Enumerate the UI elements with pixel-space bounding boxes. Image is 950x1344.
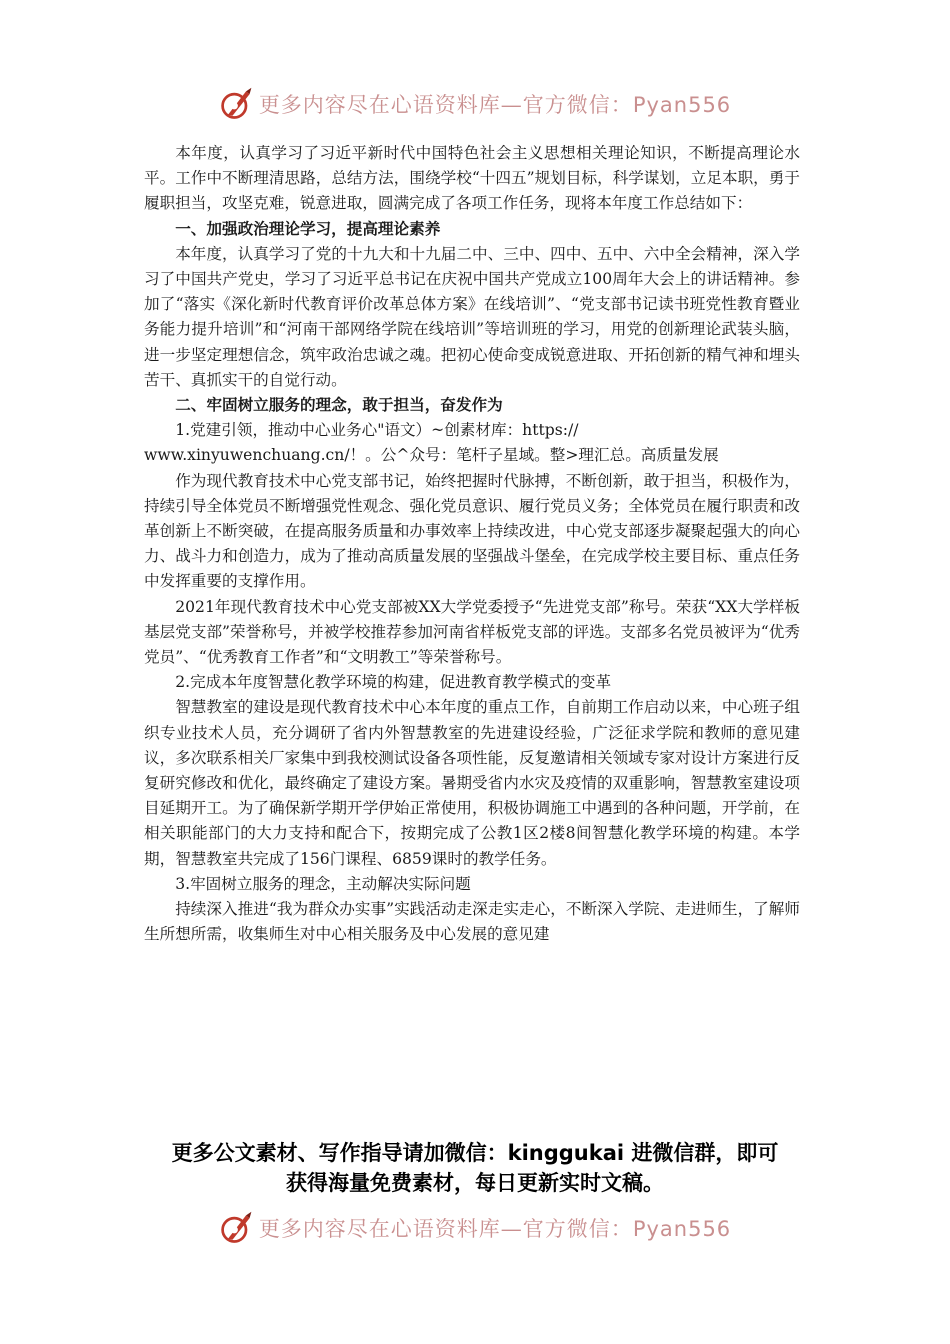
promo-line-2: 获得海量免费素材，每日更新实时文稿。 — [286, 1171, 664, 1195]
quill-pen-logo-icon — [219, 86, 255, 122]
intro-paragraph: 本年度，认真学习了习近平新时代中国特色社会主义思想相关理论知识，不断提高理论水平。工作中不断理清思路，总结方法，围绕学校“十四五”规划目标，科学谋划，立足本职，勇于履职担当，攻坚克难，锐意进取，圆满完成了各项工作任务，现将本年度工作总结如下： — [144, 144, 800, 213]
subheading-smart-teaching: 2.完成本年度智慧化教学环境的构建，促进教育教学模式的变革 — [175, 673, 612, 692]
subheading-service: 3.牢固树立服务的理念，主动解决实际问题 — [175, 874, 471, 893]
paragraph-url-line: www.xinyuwenchuang.cn/！。公^众号：笔杆子星域。整>理汇总。高质量发展 — [144, 446, 719, 465]
header-banner-account: Pyan556 — [632, 93, 732, 117]
paragraph-smart-classroom: 智慧教室的建设是现代教育技术中心本年度的重点工作，自前期工作启动以来，中心班子组织专业技术人员，充分调研了省内外智慧教室的先进建设经验，广泛征求学院和教师的意见建议，多次联系相关厂家集中到我校测试设备各项性能，反复邀请相关领域专家对设计方案进行反复研究修改和优化，最终确定了建设方案。暑期受省内水灾及疫情的双重影响，智慧教室建设项目延期开工。为了确保新学期开学伊始正常使用，积极协调施工中遇到的各种问题，开学前，在相关职能部门的大力支持和配合下，按期完成了公教1区2楼8间智慧化教学环境的构建。本学期，智慧教室共完成了156门课程、6859课时的教学任务。 — [144, 698, 800, 868]
paragraph-honors: 2021年现代教育技术中心党支部被XX大学党委授予“先进党支部”称号。荣获“XX大学样板基层党支部”荣誉称号，并被学校推荐参加河南省样板党支部的评选。支部多名党员被评为“优秀党员”、“优秀教育工作者”和“文明教工”等荣誉称号。 — [144, 597, 800, 667]
document-body — [144, 141, 800, 948]
promo-line-1: 更多公文素材、写作指导请加微信：kinggukai 进微信群，即可 — [171, 1141, 779, 1165]
footer-banner-account: Pyan556 — [632, 1217, 732, 1241]
paragraph-party-secretary: 作为现代教育技术中心党支部书记，始终把握时代脉搏，不断创新，敢于担当，积极作为，持续引导全体党员不断增强党性观念、强化党员意识、履行党员义务；全体党员在履行职责和改革创新上不断突破，在提高服务质量和办事效率上持续改进，中心党支部逐步凝聚起强大的向心力、战斗力和创造力，成为了推动高质量发展的坚强战斗堡垒，在完成学校主要目标、重点任务中发挥重要的支撑作用。 — [144, 471, 800, 591]
header-banner-text: 更多内容尽在心语资料库—官方微信：Pyan556 — [258, 93, 732, 117]
header-banner — [0, 84, 950, 124]
footer-banner-text: 更多内容尽在心语资料库—官方微信：Pyan556 — [258, 1217, 732, 1241]
paragraph-political-study: 本年度，认真学习了党的十九大和十九届二中、三中、四中、五中、六中全会精神，深入学习了中国共产党史，学习了习近平总书记在庆祝中国共产党成立100周年大会上的讲话精神。参加了“落实《深化新时代教育评价改革总体方案》在线培训”、“党支部书记读书班党性教育暨业务能力提升培训”和“河南干部网络学院在线培训”等培训班的学习，用党的创新理论武装头脑，进一步坚定理想信念，筑牢政治忠诚之魂。把初心使命变成锐意进取、开拓创新的精气神和埋头苦干、真抓实干的自觉行动。 — [144, 244, 800, 389]
section-heading-2: 二、牢固树立服务的理念，敢于担当，奋发作为 — [175, 396, 503, 415]
promo-notice — [0, 1138, 950, 1198]
section-heading-1: 一、加强政治理论学习，提高理论素养 — [175, 219, 441, 238]
footer-banner — [0, 1208, 950, 1248]
quill-pen-logo-icon — [219, 1210, 255, 1246]
subheading-party-building: 1.党建引领，推动中心业务心"语文）~创素材库：https:// — [175, 421, 579, 440]
paragraph-service: 持续深入推进“我为群众办实事”实践活动走深走实走心，不断深入学院、走进师生，了解师生所想所需，收集师生对中心相关服务及中心发展的意见建 — [144, 900, 800, 944]
